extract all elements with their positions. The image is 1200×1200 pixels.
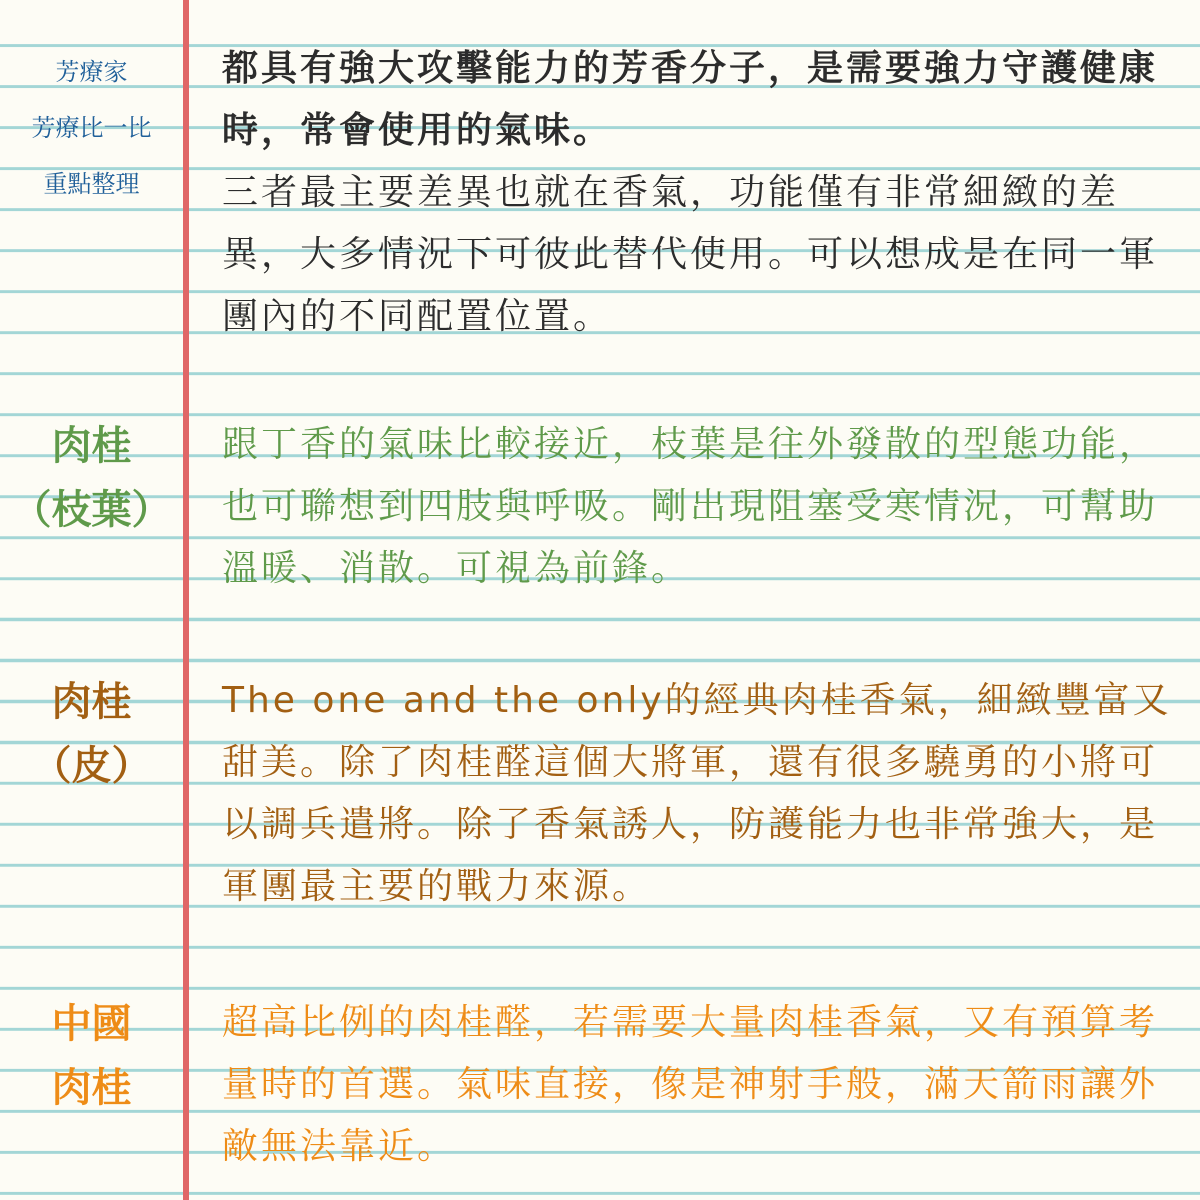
intro-paragraph-2: 三者最主要差異也就在香氣，功能僅有非常細緻的差異，大多情況下可彼此替代使用。可以想成是在同一軍團內的不同配置位置。 (222, 172, 1159, 337)
section-title-line1: 中國 (51, 1001, 132, 1047)
section-title-cassia (0, 992, 183, 1120)
section-text: 超高比例的肉桂醛，若需要大量肉桂香氣，又有預算考量時的首選。氣味直接，像是神射手般，滿天箭雨讓外敵無法靠近。 (222, 1002, 1159, 1167)
sidebar-header (0, 44, 183, 212)
intro-paragraph-1: 都具有強大攻擊能力的芳香分子，是需要強力守護健康時，常會使用的氣味。 (222, 48, 1159, 151)
intro-block (222, 38, 1177, 348)
sidebar-header-line3: 重點整理 (43, 170, 140, 198)
section-title-line1: 肉桂 (51, 423, 132, 469)
section-title-line2: （枝葉） (11, 487, 172, 533)
section-text-cassia (222, 992, 1177, 1178)
sidebar-header-line1: 芳療家 (55, 58, 128, 86)
section-title-line1: 肉桂 (51, 679, 132, 725)
section-title-line2: 肉桂 (51, 1065, 132, 1111)
section-text-cinnamon-leaf (222, 414, 1177, 600)
margin-line (183, 0, 189, 1200)
sidebar-header-line2: 芳療比一比 (31, 114, 152, 142)
section-title-line2: （皮） (31, 743, 152, 789)
section-text-cinnamon-bark (222, 670, 1177, 918)
section-text: 跟丁香的氣味比較接近，枝葉是往外發散的型態功能，也可聯想到四肢與呼吸。剛出現阻塞受寒情況，可幫助溫暖、消散。可視為前鋒。 (222, 424, 1159, 589)
section-title-cinnamon-leaf (0, 414, 183, 542)
section-title-cinnamon-bark (0, 670, 183, 798)
section-text: The one and the only的經典肉桂香氣，細緻豐富又甜美。除了肉桂醛這個大將軍，還有很多驍勇的小將可以調兵遣將。除了香氣誘人，防護能力也非常強大，是軍團最主要的戰力來源。 (222, 680, 1172, 907)
